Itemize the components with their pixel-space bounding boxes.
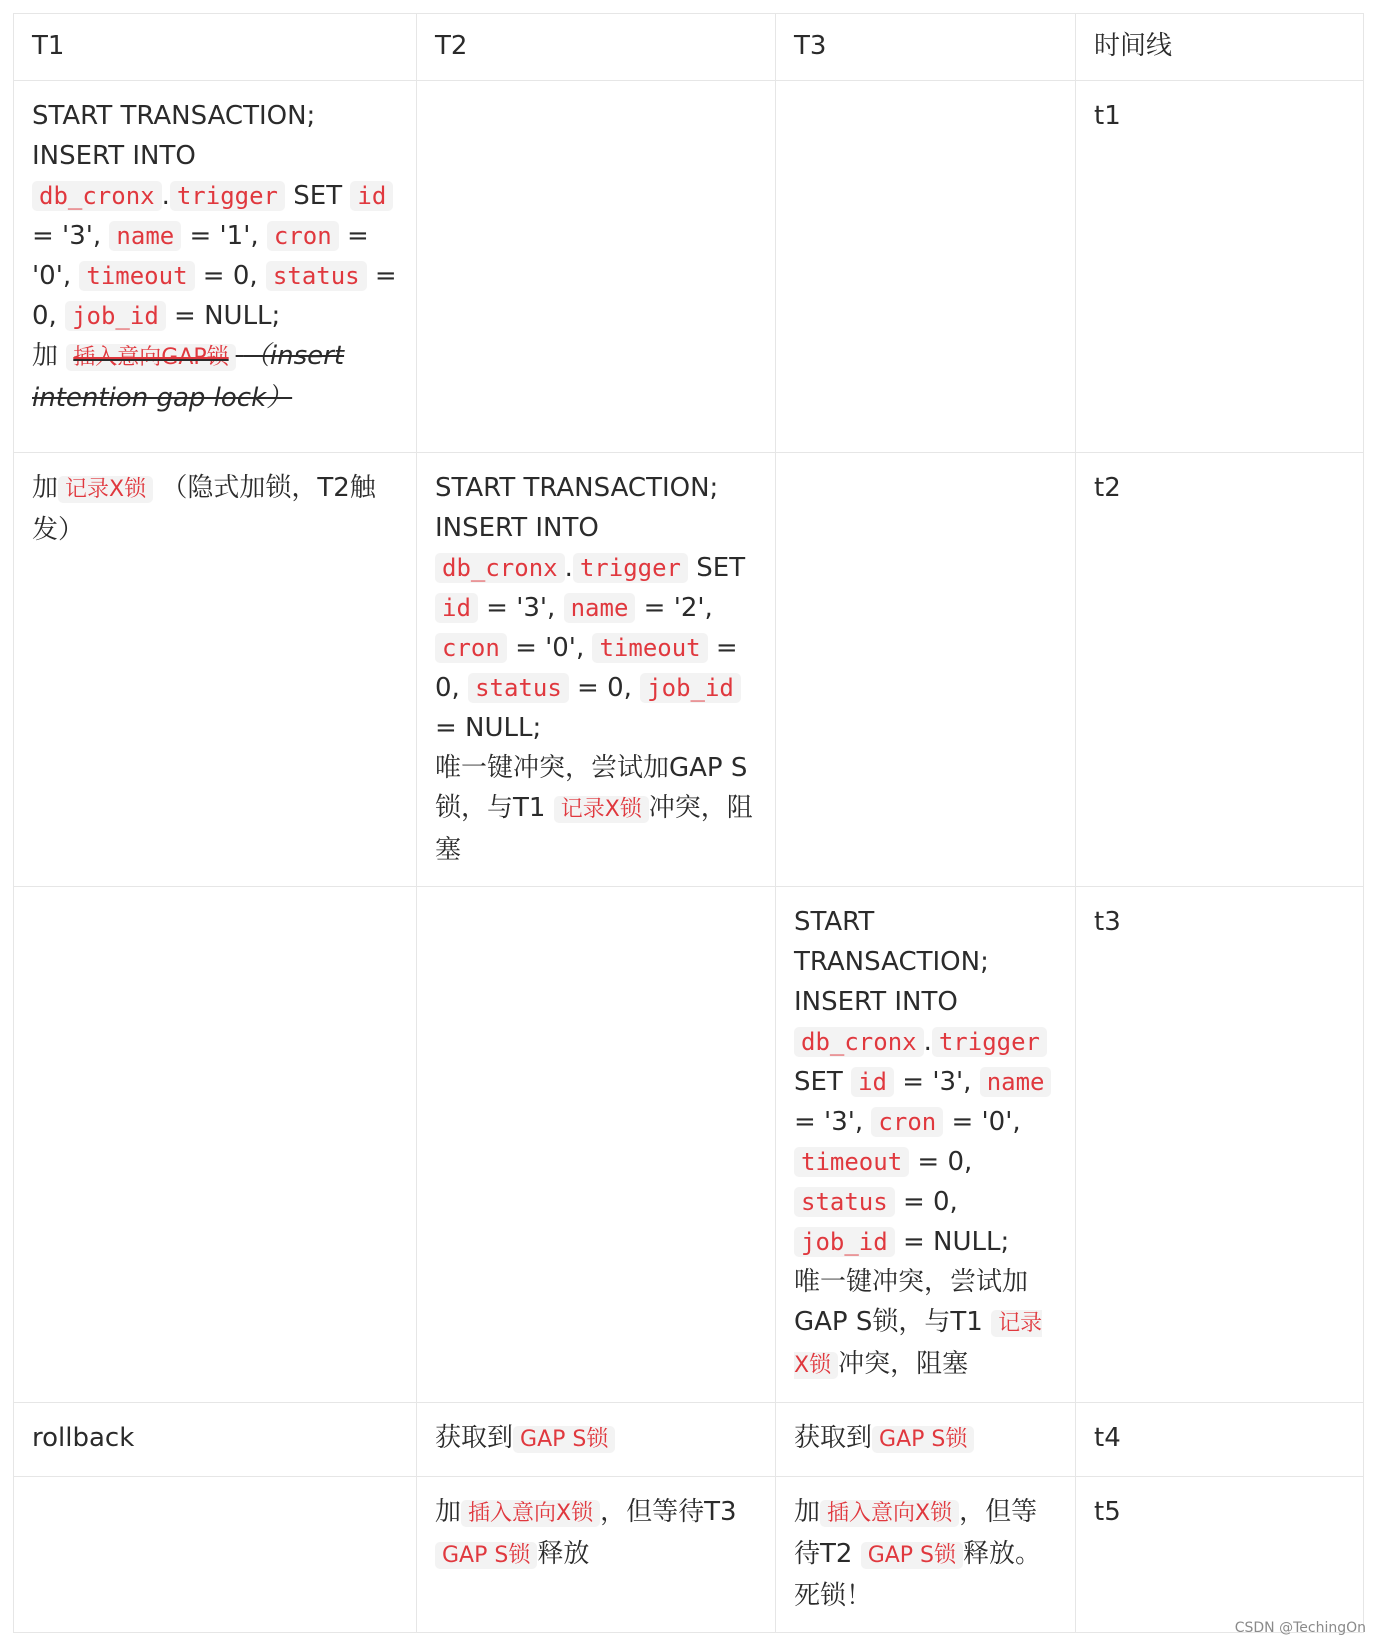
add-text: 加 <box>435 1497 462 1527</box>
sql-value: = '3', <box>32 221 102 251</box>
code-job-id: job_id <box>640 673 741 703</box>
conflict-tail: 冲突，阻塞 <box>435 793 753 865</box>
code-db: db_cronx <box>435 553 565 583</box>
lock-badge: GAP S锁 <box>872 1426 974 1453</box>
sql-start: START TRANSACTION; <box>435 473 719 503</box>
struck-lock-note <box>32 341 344 413</box>
code-status: status <box>266 261 367 291</box>
sql-value: = '2', <box>643 593 713 623</box>
sql-value: = NULL; <box>435 713 542 743</box>
header-row <box>14 14 1364 81</box>
sql-dot: . <box>923 1027 932 1057</box>
cell-time: t3 <box>1076 887 1364 1403</box>
code-timeout: timeout <box>592 633 707 663</box>
watermark: CSDN @TechingOn <box>1234 1620 1366 1636</box>
lock-badge: GAP S锁 <box>435 1542 537 1569</box>
conflict-text: 唯一键冲突，尝试加GAP S锁，与T1 <box>794 1267 1029 1337</box>
lock-badge: GAP S锁 <box>861 1542 963 1569</box>
sql-value: = '0', <box>951 1107 1021 1137</box>
sql-value: = '3', <box>486 593 556 623</box>
cell-t3-empty <box>776 81 1076 453</box>
sql-value: = 0, <box>917 1147 973 1177</box>
table-row <box>14 453 1364 887</box>
header-timeline: 时间线 <box>1076 14 1364 81</box>
code-table: trigger <box>573 553 688 583</box>
lock-badge: 记录X锁 <box>794 1311 1043 1378</box>
add-text: 加 <box>32 473 59 503</box>
cell-t2-empty <box>417 81 776 453</box>
wait-text: ，但等待T2 <box>794 1497 1038 1569</box>
code-job-id: job_id <box>794 1227 895 1257</box>
code-table: trigger <box>170 181 285 211</box>
sql-start: START TRANSACTION; <box>794 907 989 977</box>
sql-value: = '1', <box>189 221 259 251</box>
lock-english: （insert intention gap lock） <box>32 341 345 413</box>
sql-value: = 0, <box>202 261 258 291</box>
cell-t3-insert <box>776 887 1076 1403</box>
sql-value: = '0', <box>515 633 585 663</box>
acquire-text: 获取到 <box>435 1423 514 1453</box>
sql-value: = NULL; <box>902 1227 1010 1257</box>
cell-t3-wait <box>776 1477 1076 1633</box>
table-row <box>14 81 1364 453</box>
code-name: name <box>109 221 181 251</box>
release-text: 释放 <box>537 1539 590 1569</box>
transaction-table <box>13 13 1364 1633</box>
code-name: name <box>980 1067 1052 1097</box>
conflict-tail: 冲突，阻塞 <box>838 1349 969 1379</box>
cell-time: t1 <box>1076 81 1364 453</box>
cell-t2-acquire <box>417 1403 776 1477</box>
sql-value: = 0, <box>435 633 738 703</box>
code-job-id: job_id <box>65 301 166 331</box>
table-row <box>14 1477 1364 1633</box>
add-text: 加 <box>794 1497 821 1527</box>
sql-value: = NULL; <box>174 301 281 331</box>
code-id: id <box>435 593 478 623</box>
sql-value: = '3', <box>794 1107 864 1137</box>
code-cron: cron <box>267 221 339 251</box>
table-row <box>14 1403 1364 1477</box>
sql-insert: INSERT INTO <box>794 987 958 1017</box>
lock-badge: GAP S锁 <box>513 1426 615 1453</box>
code-db: db_cronx <box>32 181 162 211</box>
sql-dot: . <box>564 553 573 583</box>
code-cron: cron <box>435 633 507 663</box>
cell-time: t2 <box>1076 453 1364 887</box>
code-timeout: timeout <box>794 1147 909 1177</box>
code-status: status <box>468 673 569 703</box>
sql-set: SET <box>696 553 746 583</box>
lock-badge: 插入意向X锁 <box>820 1500 959 1527</box>
cell-time: t5 <box>1076 1477 1364 1633</box>
sql-insert: INSERT INTO <box>435 513 599 543</box>
cell-t1-lock <box>14 453 417 887</box>
sql-dot: . <box>161 181 170 211</box>
code-id: id <box>851 1067 894 1097</box>
sql-insert: INSERT INTO <box>32 141 196 171</box>
cell-t1-empty <box>14 887 417 1403</box>
acquire-text: 获取到 <box>794 1423 873 1453</box>
cell-t1-rollback: rollback <box>14 1403 417 1477</box>
sql-value: = 0, <box>902 1187 958 1217</box>
cell-t2-insert <box>417 453 776 887</box>
sql-set: SET <box>293 181 343 211</box>
code-id: id <box>350 181 393 211</box>
code-cron: cron <box>871 1107 943 1137</box>
lock-badge: 记录X锁 <box>58 476 153 503</box>
sql-value: = '0', <box>32 221 369 291</box>
sql-value: = 0, <box>32 261 397 331</box>
code-status: status <box>794 1187 895 1217</box>
cell-t1-insert <box>14 81 417 453</box>
code-name: name <box>564 593 636 623</box>
cell-t2-wait <box>417 1477 776 1633</box>
lock-note: （隐式加锁，T2触发） <box>32 473 376 545</box>
lock-badge: 记录X锁 <box>554 796 649 823</box>
header-t2: T2 <box>417 14 776 81</box>
code-db: db_cronx <box>794 1027 924 1057</box>
cell-t1-empty <box>14 1477 417 1633</box>
cell-t3-acquire <box>776 1403 1076 1477</box>
sql-value: = 0, <box>577 673 632 703</box>
wait-text: ，但等待T3 <box>600 1497 737 1527</box>
sql-value: = '3', <box>902 1067 972 1097</box>
cell-t3-empty <box>776 453 1076 887</box>
add-text: 加 <box>32 341 59 371</box>
cell-time: t4 <box>1076 1403 1364 1477</box>
sql-start: START TRANSACTION; <box>32 101 316 131</box>
lock-badge: 插入意向X锁 <box>461 1500 600 1527</box>
header-t3: T3 <box>776 14 1076 81</box>
lock-badge: 插入意向GAP锁 <box>66 344 235 371</box>
deadlock-text: 释放。死锁！ <box>794 1539 1042 1611</box>
sql-set: SET <box>794 1067 843 1097</box>
code-timeout: timeout <box>79 261 194 291</box>
table-row <box>14 887 1364 1403</box>
code-table: trigger <box>932 1027 1047 1057</box>
header-t1: T1 <box>14 14 417 81</box>
cell-t2-empty <box>417 887 776 1403</box>
conflict-text: 唯一键冲突，尝试加GAP S锁，与T1 <box>435 753 748 823</box>
